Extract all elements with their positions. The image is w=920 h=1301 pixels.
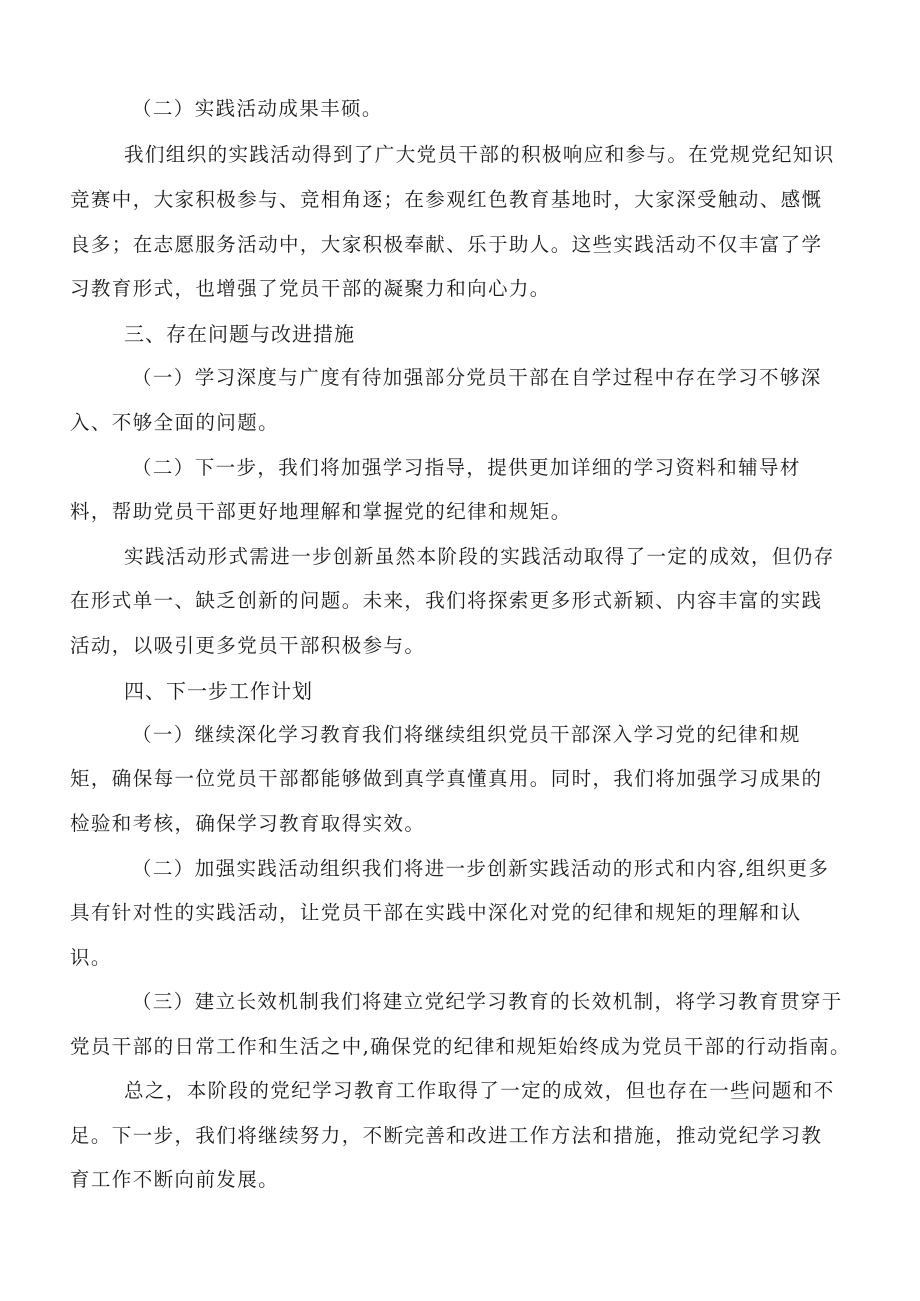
paragraph-line: （一）继续深化学习教育我们将继续组织党员干部深入学习党的纪律和规: [132, 723, 801, 746]
section-heading: 四、下一步工作计划: [124, 679, 313, 703]
paragraph-line: 育工作不断向前发展。: [70, 1168, 280, 1191]
paragraph-line: 足。下一步，我们将继续努力，不断完善和改进工作方法和措施，推动党纪学习教: [70, 1124, 823, 1147]
paragraph-line: 具有针对性的实践活动，让党员干部在实践中深化对党的纪律和规矩的理解和认: [70, 901, 802, 924]
paragraph-line: （二）加强实践活动组织我们将进一步创新实践活动的形式和内容,组织更多: [132, 857, 830, 880]
paragraph-line: 活动，以吸引更多党员干部积极参与。: [70, 634, 426, 657]
paragraph-line: 矩，确保每一位党员干部都能够做到真学真懂真用。同时，我们将加强学习成果的: [70, 767, 823, 790]
paragraph-line: 竞赛中，大家积极参与、竞相角逐；在参观红色教育基地时，大家深受触动、感慨: [70, 188, 823, 211]
paragraph-line: 习教育形式，也增强了党员干部的凝聚力和向心力。: [70, 277, 551, 300]
paragraph-line: （一）学习深度与广度有待加强部分党员干部在自学过程中存在学习不够深: [132, 366, 822, 389]
paragraph-line: （二）实践活动成果丰硕。: [132, 97, 383, 120]
paragraph-line: 入、不够全面的问题。: [70, 411, 280, 434]
paragraph-line: 料，帮助党员干部更好地理解和掌握党的纪律和规矩。: [70, 500, 572, 523]
paragraph-line: 实践活动形式需进一步创新虽然本阶段的实践活动取得了一定的成效，但仍存: [124, 545, 835, 568]
paragraph-line: 党员干部的日常工作和生活之中,确保党的纪律和规矩始终成为党员干部的行动指南。: [70, 1035, 851, 1058]
paragraph-line: 我们组织的实践活动得到了广大党员干部的积极响应和参与。在党规党纪知识: [124, 143, 835, 166]
section-heading: 三、存在问题与改进措施: [124, 322, 355, 346]
paragraph-line: （二）下一步，我们将加强学习指导，提供更加详细的学习资料和辅导材: [132, 456, 801, 479]
paragraph-line: 总之，本阶段的党纪学习教育工作取得了一定的成效，但也存在一些问题和不: [124, 1079, 835, 1102]
paragraph-line: 识。: [70, 946, 112, 969]
paragraph-line: 良多；在志愿服务活动中，大家积极奉献、乐于助人。这些实践活动不仅丰富了学: [70, 233, 823, 256]
paragraph-line: 在形式单一、缺乏创新的问题。未来，我们将探索更多形式新颖、内容丰富的实践: [70, 589, 823, 612]
paragraph-line: 检验和考核，确保学习教育取得实效。: [70, 812, 426, 835]
paragraph-line: （三）建立长效机制我们将建立党纪学习教育的长效机制，将学习教育贯穿于: [132, 990, 843, 1013]
